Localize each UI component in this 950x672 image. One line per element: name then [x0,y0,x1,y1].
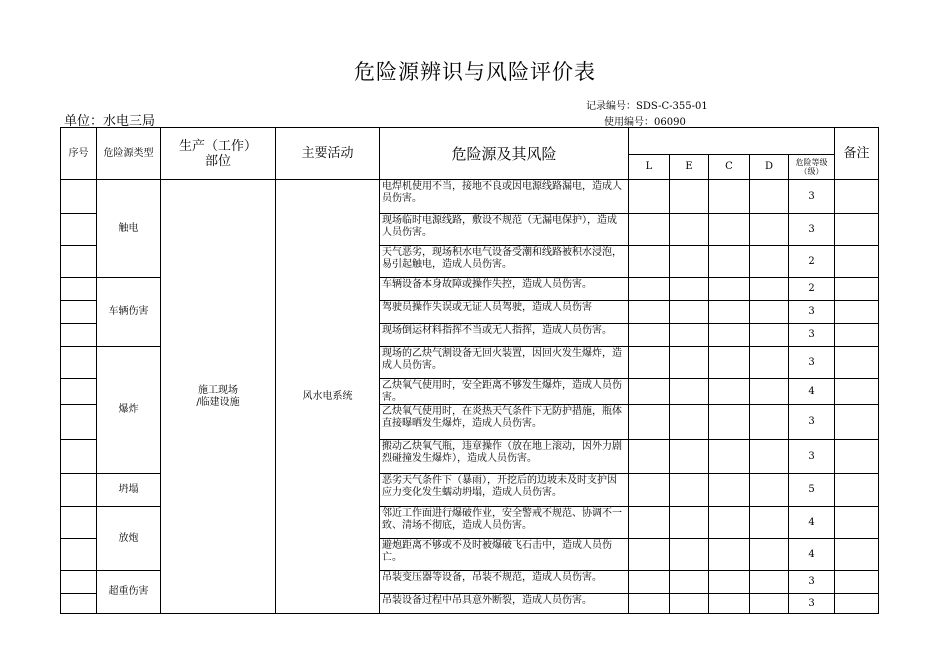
score-l-cell [629,379,670,405]
risk-cell: 邻近工作面进行爆破作业，安全警戒不规范、协调不一致、清场不彻底，造成人员伤害。 [380,507,629,539]
score-e-cell [670,246,709,278]
score-c-cell [709,594,750,614]
score-l-cell [629,246,670,278]
score-l-cell [629,539,670,571]
level-cell: 3 [789,405,835,440]
note-cell [835,405,879,440]
score-l-cell [629,594,670,614]
risk-cell: 避炮距离不够或不及时被爆破飞石击中，造成人员伤亡。 [380,539,629,571]
seq-cell [61,324,97,347]
level-cell: 3 [789,324,835,347]
score-d-cell [750,571,789,594]
hazard-type-cell: 车辆伤害 [97,278,161,347]
seq-cell [61,539,97,571]
seq-cell [61,379,97,405]
note-cell [835,301,879,324]
score-d-cell [750,347,789,379]
header-e: E [670,155,709,180]
score-c-cell [709,324,750,347]
header-evaluation-blank [629,128,835,155]
score-l-cell [629,571,670,594]
risk-cell: 车辆设备本身故障或操作失控，造成人员伤害。 [380,278,629,301]
risk-cell: 现场的乙炔气割设备无回火装置，因回火发生爆炸，造成人员伤害。 [380,347,629,379]
score-e-cell [670,278,709,301]
risk-cell: 现场临时电源线路，敷设不规范（无漏电保护），造成人员伤害。 [380,214,629,246]
level-cell: 3 [789,180,835,214]
score-e-cell [670,474,709,507]
unit-label: 单位：水电三局 [64,114,156,129]
hazard-type-cell: 爆炸 [97,347,161,474]
note-cell [835,539,879,571]
score-d-cell [750,539,789,571]
risk-cell: 吊装设备过程中吊具意外断裂，造成人员伤害。 [380,594,629,614]
score-l-cell [629,214,670,246]
score-l-cell [629,301,670,324]
page-title: 危险源辨识与风险评价表 [354,60,596,84]
dept-cell: 施工现场 /临建设施 [161,180,276,614]
note-cell [835,440,879,474]
hazard-type-cell: 触电 [97,180,161,278]
note-cell [835,180,879,214]
record-number: 记录编号：SDS-C-355-01 [586,101,708,112]
score-e-cell [670,405,709,440]
score-c-cell [709,347,750,379]
score-l-cell [629,405,670,440]
score-e-cell [670,507,709,539]
risk-cell: 驾驶员操作失误或无证人员驾驶，造成人员伤害 [380,301,629,324]
score-e-cell [670,347,709,379]
score-l-cell [629,347,670,379]
note-cell [835,594,879,614]
level-cell: 3 [789,347,835,379]
level-cell: 5 [789,474,835,507]
note-cell [835,347,879,379]
score-d-cell [750,594,789,614]
header-d: D [750,155,789,180]
risk-cell: 乙炔氧气使用时，安全距离不够发生爆炸，造成人员伤害。 [380,379,629,405]
level-cell: 2 [789,246,835,278]
table-row [61,180,879,214]
score-e-cell [670,324,709,347]
score-c-cell [709,246,750,278]
seq-cell [61,571,97,594]
score-d-cell [750,180,789,214]
header-risk: 危险源及其风险 [380,128,629,180]
note-cell [835,379,879,405]
note-cell [835,214,879,246]
score-c-cell [709,301,750,324]
score-e-cell [670,214,709,246]
risk-cell: 乙炔氧气使用时，在炎热天气条件下无防护措施，瓶体直接曝晒发生爆炸，造成人员伤害。 [380,405,629,440]
note-cell [835,474,879,507]
level-cell: 4 [789,507,835,539]
score-d-cell [750,507,789,539]
use-number: 使用编号：06090 [604,117,686,128]
note-cell [835,246,879,278]
risk-cell: 现场倒运材料指挥不当或无人指挥，造成人员伤害。 [380,324,629,347]
note-cell [835,571,879,594]
score-d-cell [750,474,789,507]
hazard-table [60,127,879,614]
hazard-type-cell: 放炮 [97,507,161,571]
score-d-cell [750,214,789,246]
score-d-cell [750,324,789,347]
seq-cell [61,474,97,507]
score-l-cell [629,278,670,301]
risk-cell: 搬动乙炔氧气瓶，违章操作（放在地上滚动，因外力剧烈碰撞发生爆炸），造成人员伤害。 [380,440,629,474]
risk-cell: 电焊机使用不当，接地不良或因电源线路漏电，造成人员伤害。 [380,180,629,214]
activity-cell: 风水电系统 [276,180,380,614]
score-d-cell [750,246,789,278]
score-c-cell [709,539,750,571]
score-e-cell [670,379,709,405]
score-l-cell [629,507,670,539]
hazard-type-cell: 超重伤害 [97,571,161,614]
seq-cell [61,405,97,440]
note-cell [835,278,879,301]
score-c-cell [709,405,750,440]
level-cell: 3 [789,214,835,246]
seq-cell [61,180,97,214]
seq-cell [61,594,97,614]
score-l-cell [629,180,670,214]
level-cell: 3 [789,440,835,474]
score-e-cell [670,539,709,571]
score-c-cell [709,379,750,405]
level-cell: 2 [789,278,835,301]
header-level: 危险等级 （级） [789,155,835,180]
level-cell: 3 [789,301,835,324]
header-seq: 序号 [61,128,97,180]
score-e-cell [670,440,709,474]
header-note: 备注 [835,128,879,180]
score-c-cell [709,474,750,507]
note-cell [835,507,879,539]
seq-cell [61,301,97,324]
level-cell: 3 [789,571,835,594]
risk-cell: 天气恶劣，现场积水电气设备受潮和线路被积水浸泡，易引起触电，造成人员伤害。 [380,246,629,278]
level-cell: 4 [789,539,835,571]
score-e-cell [670,594,709,614]
score-e-cell [670,180,709,214]
score-e-cell [670,301,709,324]
score-d-cell [750,301,789,324]
header-activity: 主要活动 [276,128,380,180]
score-c-cell [709,507,750,539]
header-c: C [709,155,750,180]
level-cell: 4 [789,379,835,405]
score-c-cell [709,440,750,474]
seq-cell [61,440,97,474]
seq-cell [61,278,97,301]
header-type: 危险源类型 [97,128,161,180]
note-cell [835,324,879,347]
score-c-cell [709,214,750,246]
score-d-cell [750,405,789,440]
risk-cell: 吊装变压器等设备，吊装不规范，造成人员伤害。 [380,571,629,594]
score-l-cell [629,474,670,507]
seq-cell [61,214,97,246]
header-dept: 生产（工作） 部位 [161,128,276,180]
score-l-cell [629,440,670,474]
score-l-cell [629,324,670,347]
hazard-table-body [61,180,879,614]
score-c-cell [709,278,750,301]
score-d-cell [750,278,789,301]
risk-cell: 恶劣天气条件下（暴雨），开挖后的边坡未及时支护因应力变化发生蠕动坍塌，造成人员伤害。 [380,474,629,507]
hazard-type-cell: 坍塌 [97,474,161,507]
seq-cell [61,246,97,278]
seq-cell [61,507,97,539]
score-c-cell [709,571,750,594]
seq-cell [61,347,97,379]
header-l: L [629,155,670,180]
level-cell: 3 [789,594,835,614]
score-e-cell [670,571,709,594]
score-d-cell [750,440,789,474]
score-c-cell [709,180,750,214]
score-d-cell [750,379,789,405]
